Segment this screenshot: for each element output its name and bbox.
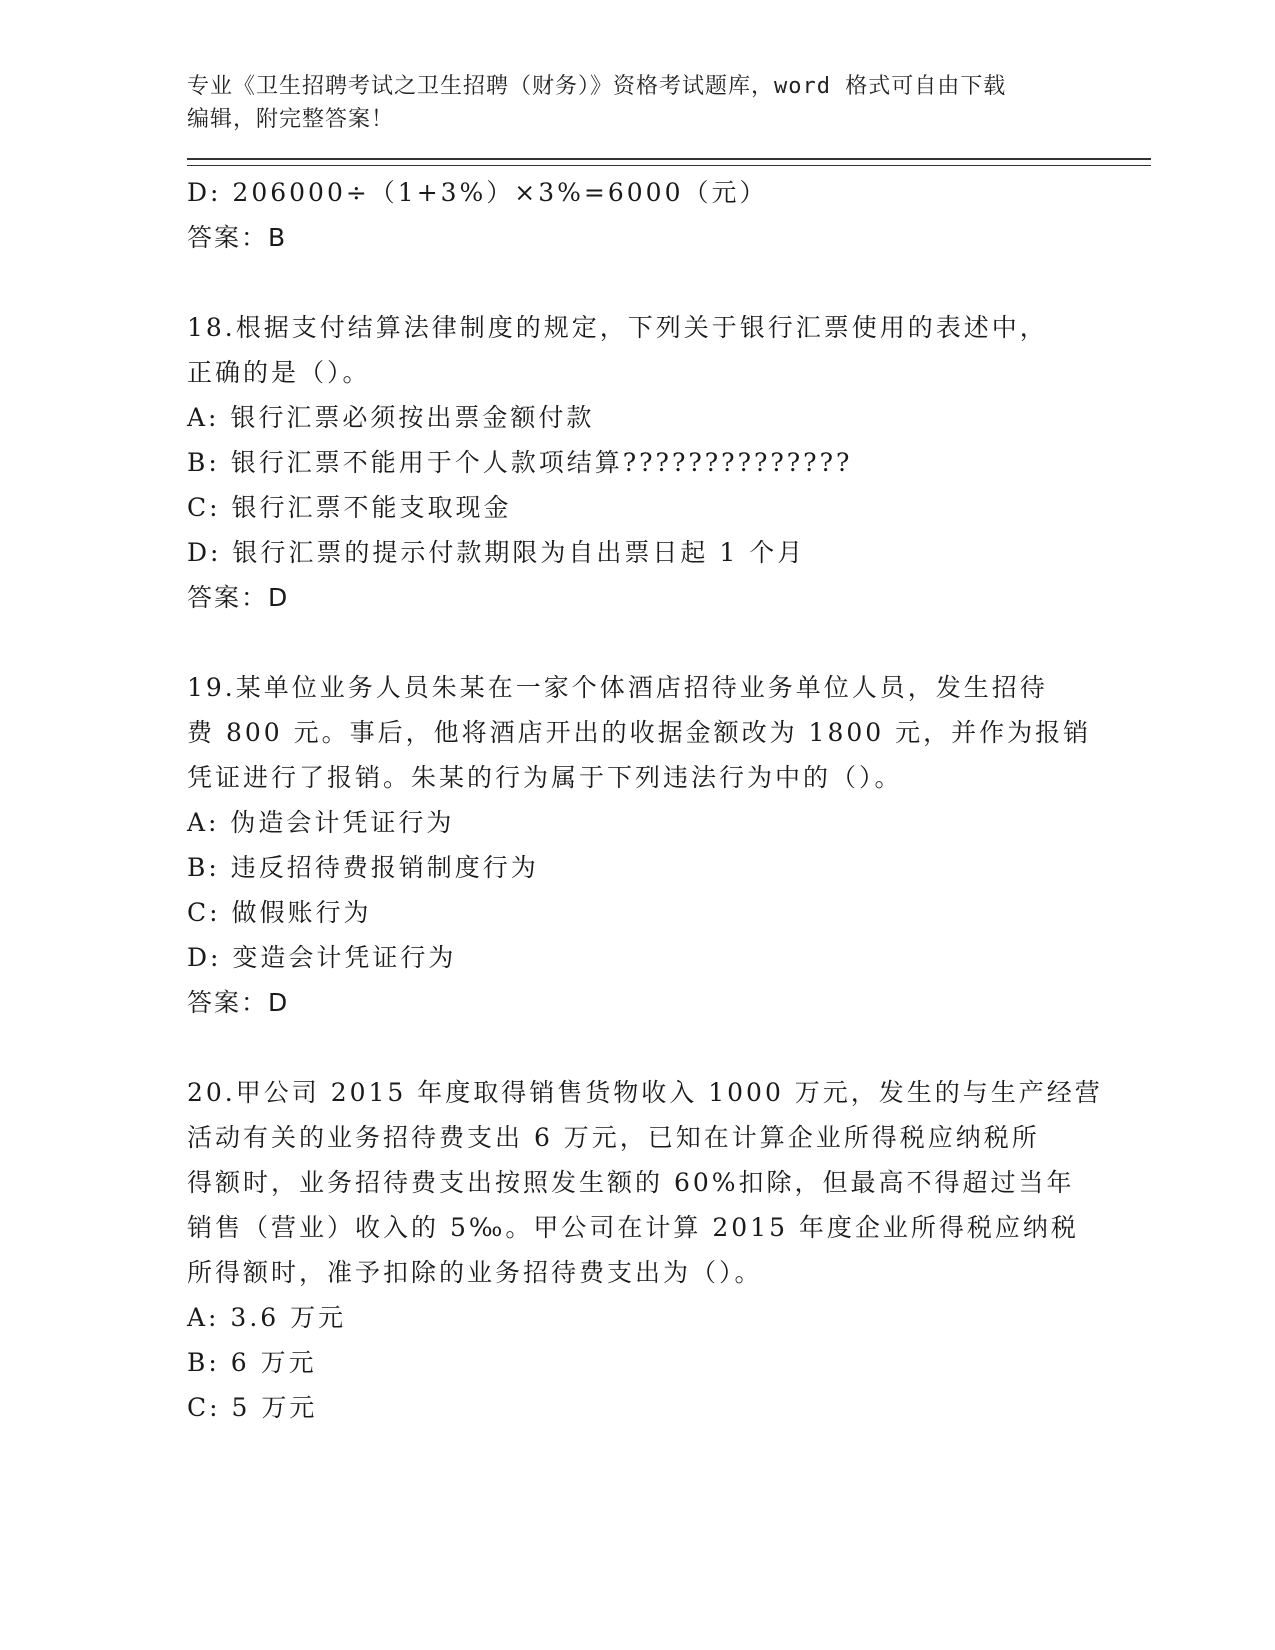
question-stem: 活动有关的业务招待费支出 6 万元，已知在计算企业所得税应纳税所 [187,1123,1040,1152]
question-stem: 销售（营业）收入的 5‰。甲公司在计算 2015 年度企业所得税应纳税 [187,1213,1079,1242]
header-line: 编辑，附完整答案！ [187,107,395,132]
question-stem: 19.某单位业务人员朱某在一家个体酒店招待业务单位人员，发生招待 [187,673,1048,702]
header-divider [187,158,1151,166]
option-b: B: 违反招待费报销制度行为 [187,853,539,882]
option-a: A: 伪造会计凭证行为 [187,808,455,837]
option-d: D: 变造会计凭证行为 [187,943,457,972]
spacer [187,260,1087,305]
spacer [187,1025,1087,1070]
option-a: A: 银行汇票必须按出票金额付款 [187,403,595,432]
previous-question-tail [187,170,1087,260]
option-c: C: 银行汇票不能支取现金 [187,493,512,522]
option-d: D: 银行汇票的提示付款期限为自出票日起 1 个月 [187,538,806,567]
document-header [187,70,1087,136]
option-d: D: 206000÷（1+3%）×3%=6000（元） [187,178,768,207]
option-a: A: 3.6 万元 [187,1303,347,1332]
question-19 [187,665,1092,1025]
question-stem: 得额时，业务招待费支出按照发生额的 60%扣除，但最高不得超过当年 [187,1168,1075,1197]
question-18 [187,305,1087,620]
question-stem: 正确的是（）。 [187,358,371,387]
question-stem: 凭证进行了报销。朱某的行为属于下列违法行为中的（）。 [187,763,903,792]
answer-line: 答案：D [187,583,290,612]
answer-line: 答案：B [187,223,288,252]
option-c: C: 做假账行为 [187,898,372,927]
option-c: C: 5 万元 [187,1393,318,1422]
answer-line: 答案：D [187,988,290,1017]
question-stem: 20.甲公司 2015 年度取得销售货物收入 1000 万元，发生的与生产经营 [187,1078,1103,1107]
question-20 [187,1070,1103,1430]
option-b: B: 6 万元 [187,1348,317,1377]
question-stem: 费 800 元。事后，他将酒店开出的收据金额改为 1800 元，并作为报销 [187,718,1092,747]
question-stem: 18.根据支付结算法律制度的规定，下列关于银行汇票使用的表述中， [187,313,1048,342]
header-line: 专业《卫生招聘考试之卫生招聘（财务）》资格考试题库，word 格式可自由下载 [187,74,1007,99]
document-page [187,70,1103,1430]
option-b: B: 银行汇票不能用于个人款项结算?????????????? [187,448,853,477]
spacer [187,620,1087,665]
question-stem: 所得额时，准予扣除的业务招待费支出为（）。 [187,1258,763,1287]
